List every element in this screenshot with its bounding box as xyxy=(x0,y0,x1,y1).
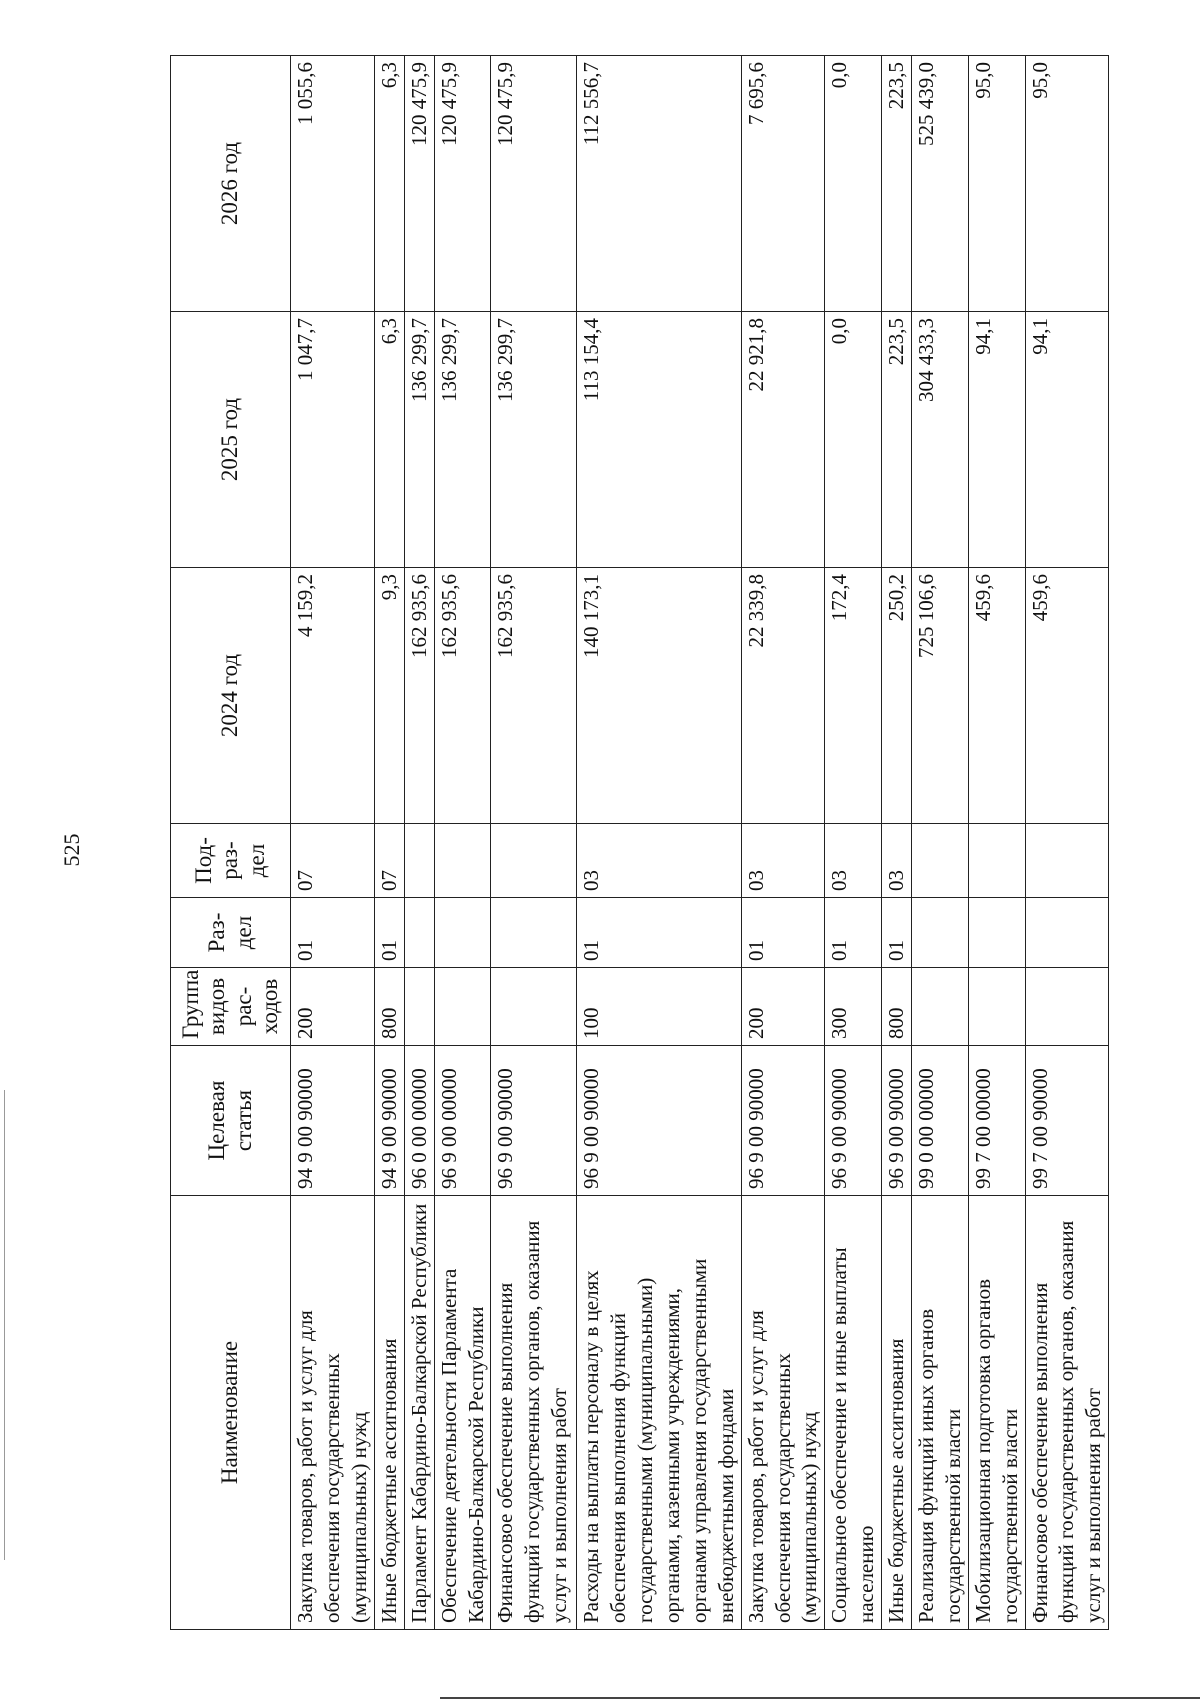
cell-y2026: 6,3 xyxy=(374,56,404,312)
budget-table xyxy=(170,55,1109,1630)
header-section: Раз-дел xyxy=(171,898,291,968)
cell-y2025: 136 299,7 xyxy=(434,312,491,568)
cell-name: Финансовое обеспечение выполнения функций государственных органов, оказания услуг и выполнения работ xyxy=(491,1196,577,1630)
cell-target: 96 0 00 00000 xyxy=(404,1046,434,1196)
cell-subsection xyxy=(404,824,434,898)
cell-y2025: 0,0 xyxy=(825,312,882,568)
cell-group xyxy=(968,968,1025,1046)
cell-section xyxy=(912,898,969,968)
cell-group xyxy=(912,968,969,1046)
cell-group: 200 xyxy=(291,968,375,1046)
cell-y2024: 22 339,8 xyxy=(741,568,825,824)
table-row xyxy=(882,56,912,1630)
cell-y2024: 162 935,6 xyxy=(434,568,491,824)
header-subsection: Под-раз-дел xyxy=(171,824,291,898)
cell-subsection xyxy=(491,824,577,898)
cell-group: 300 xyxy=(825,968,882,1046)
cell-target: 99 0 00 00000 xyxy=(912,1046,969,1196)
header-target: Целевая статья xyxy=(171,1046,291,1196)
cell-target: 99 7 00 90000 xyxy=(1025,1046,1109,1196)
table-row xyxy=(968,56,1025,1630)
cell-y2026: 525 439,0 xyxy=(912,56,969,312)
cell-section: 01 xyxy=(825,898,882,968)
cell-subsection: 03 xyxy=(825,824,882,898)
cell-group: 100 xyxy=(577,968,741,1046)
cell-name: Парламент Кабардино-Балкарской Республики xyxy=(404,1196,434,1630)
cell-y2026: 120 475,9 xyxy=(491,56,577,312)
table-row xyxy=(491,56,577,1630)
cell-y2026: 95,0 xyxy=(1025,56,1109,312)
cell-group: 800 xyxy=(882,968,912,1046)
cell-subsection: 07 xyxy=(374,824,404,898)
scan-edge-line xyxy=(440,1697,1200,1699)
cell-y2025: 136 299,7 xyxy=(404,312,434,568)
cell-group xyxy=(1025,968,1109,1046)
cell-y2025: 223,5 xyxy=(882,312,912,568)
cell-y2026: 223,5 xyxy=(882,56,912,312)
cell-target: 96 9 00 90000 xyxy=(825,1046,882,1196)
header-row xyxy=(171,56,291,1630)
cell-section xyxy=(434,898,491,968)
cell-y2025: 94,1 xyxy=(1025,312,1109,568)
cell-group xyxy=(434,968,491,1046)
table-row xyxy=(404,56,434,1630)
cell-subsection xyxy=(968,824,1025,898)
table-row xyxy=(434,56,491,1630)
cell-y2026: 1 055,6 xyxy=(291,56,375,312)
cell-name: Закупка товаров, работ и услуг для обеспечения государственных (муниципальных) нужд xyxy=(741,1196,825,1630)
cell-section xyxy=(491,898,577,968)
cell-y2025: 136 299,7 xyxy=(491,312,577,568)
cell-y2025: 22 921,8 xyxy=(741,312,825,568)
cell-subsection: 03 xyxy=(882,824,912,898)
cell-y2026: 120 475,9 xyxy=(434,56,491,312)
header-group: Группа видов рас-ходов xyxy=(171,968,291,1046)
cell-section: 01 xyxy=(577,898,741,968)
cell-subsection xyxy=(1025,824,1109,898)
cell-subsection: 07 xyxy=(291,824,375,898)
cell-section: 01 xyxy=(374,898,404,968)
cell-section xyxy=(1025,898,1109,968)
cell-subsection xyxy=(434,824,491,898)
cell-y2026: 7 695,6 xyxy=(741,56,825,312)
cell-section: 01 xyxy=(291,898,375,968)
cell-group: 800 xyxy=(374,968,404,1046)
cell-y2024: 162 935,6 xyxy=(491,568,577,824)
cell-name: Иные бюджетные ассигнования xyxy=(374,1196,404,1630)
cell-group xyxy=(404,968,434,1046)
page-number: 525 xyxy=(59,833,84,867)
rotated-page xyxy=(170,56,1106,1630)
header-2024: 2024 год xyxy=(171,568,291,824)
cell-name: Закупка товаров, работ и услуг для обеспечения государственных (муниципальных) нужд xyxy=(291,1196,375,1630)
cell-name: Иные бюджетные ассигнования xyxy=(882,1196,912,1630)
cell-y2024: 250,2 xyxy=(882,568,912,824)
cell-name: Социальное обеспечение и иные выплаты населению xyxy=(825,1196,882,1630)
table-row xyxy=(912,56,969,1630)
cell-subsection: 03 xyxy=(741,824,825,898)
table-row xyxy=(374,56,404,1630)
cell-y2024: 140 173,1 xyxy=(577,568,741,824)
cell-y2026: 120 475,9 xyxy=(404,56,434,312)
cell-y2024: 162 935,6 xyxy=(404,568,434,824)
cell-section: 01 xyxy=(741,898,825,968)
cell-y2025: 94,1 xyxy=(968,312,1025,568)
cell-target: 96 9 00 90000 xyxy=(882,1046,912,1196)
table-row xyxy=(291,56,375,1630)
cell-y2025: 1 047,7 xyxy=(291,312,375,568)
cell-group xyxy=(491,968,577,1046)
table-body xyxy=(291,56,1109,1630)
cell-y2024: 459,6 xyxy=(1025,568,1109,824)
cell-name: Реализация функций иных органов государственной власти xyxy=(912,1196,969,1630)
cell-y2026: 95,0 xyxy=(968,56,1025,312)
table-row xyxy=(1025,56,1109,1630)
cell-section: 01 xyxy=(882,898,912,968)
header-2026: 2026 год xyxy=(171,56,291,312)
cell-group: 200 xyxy=(741,968,825,1046)
cell-target: 96 9 00 90000 xyxy=(741,1046,825,1196)
cell-target: 99 7 00 00000 xyxy=(968,1046,1025,1196)
cell-target: 96 9 00 90000 xyxy=(491,1046,577,1196)
cell-y2024: 459,6 xyxy=(968,568,1025,824)
cell-y2025: 113 154,4 xyxy=(577,312,741,568)
cell-y2024: 172,4 xyxy=(825,568,882,824)
cell-y2026: 112 556,7 xyxy=(577,56,741,312)
cell-y2025: 304 433,3 xyxy=(912,312,969,568)
cell-name: Мобилизационная подготовка органов государственной власти xyxy=(968,1196,1025,1630)
cell-subsection: 03 xyxy=(577,824,741,898)
cell-name: Обеспечение деятельности Парламента Кабардино-Балкарской Республики xyxy=(434,1196,491,1630)
cell-target: 94 9 00 90000 xyxy=(374,1046,404,1196)
cell-section xyxy=(404,898,434,968)
cell-y2024: 725 106,6 xyxy=(912,568,969,824)
cell-y2025: 6,3 xyxy=(374,312,404,568)
cell-target: 94 9 00 90000 xyxy=(291,1046,375,1196)
cell-y2024: 9,3 xyxy=(374,568,404,824)
cell-target: 96 9 00 00000 xyxy=(434,1046,491,1196)
cell-section xyxy=(968,898,1025,968)
scan-edge-line-left xyxy=(4,1090,5,1560)
cell-name: Финансовое обеспечение выполнения функций государственных органов, оказания услуг и выполнения работ xyxy=(1025,1196,1109,1630)
table-row xyxy=(741,56,825,1630)
cell-subsection xyxy=(912,824,969,898)
cell-name: Расходы на выплаты персоналу в целях обеспечения выполнения функций государственными (муниципальными) органами, казенными учреждениями, органами управления государственными внебюджетными фондами xyxy=(577,1196,741,1630)
header-2025: 2025 год xyxy=(171,312,291,568)
cell-y2026: 0,0 xyxy=(825,56,882,312)
table-row xyxy=(825,56,882,1630)
table-row xyxy=(577,56,741,1630)
cell-target: 96 9 00 90000 xyxy=(577,1046,741,1196)
header-name: Наименование xyxy=(171,1196,291,1630)
cell-y2024: 4 159,2 xyxy=(291,568,375,824)
